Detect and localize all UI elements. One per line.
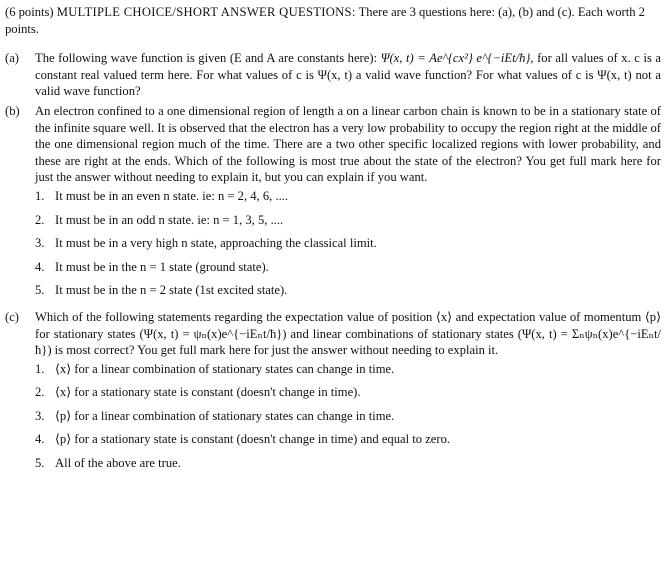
question-a-text-1: The following wave function is given (E and A are constants here): bbox=[35, 51, 381, 66]
question-a-label: (a) bbox=[5, 51, 19, 66]
option-c-2: 2. ⟨x⟩ for a stationary state is constant (doesn't change in time). bbox=[35, 385, 361, 400]
option-b-4: 4. It must be in the n = 1 state (ground state). bbox=[35, 259, 269, 274]
option-b-1: 1. It must be in an even n state. ie: n = 2, 4, 6, .... bbox=[35, 188, 289, 203]
intro-text: There are 3 questions here: (a), (b) and (c). Each worth 2 points. bbox=[5, 5, 645, 36]
question-a bbox=[5, 50, 661, 100]
question-c-options bbox=[35, 361, 661, 472]
question-a-text-2: for all values of x. c is a constant real valued term here. For what values of c is Ψ(x, t) a valid wave function? For what values of c is Ψ(x, t) not a valid wave function? bbox=[35, 51, 661, 99]
question-c-label: (c) bbox=[5, 309, 19, 324]
question-a-formula: Ψ(x, t) = Ae^{cx²} e^{−iEt/ħ}, bbox=[380, 51, 534, 66]
points-label: (6 points) bbox=[5, 5, 54, 19]
question-c bbox=[5, 309, 661, 479]
option-c-3: 3. ⟨p⟩ for a linear combination of stationary states can change in time. bbox=[35, 408, 395, 423]
question-b-label: (b) bbox=[5, 103, 20, 118]
question-b-options bbox=[35, 188, 661, 299]
section-title: MULTIPLE CHOICE/SHORT ANSWER QUESTIONS: bbox=[56, 5, 356, 19]
option-c-1: 1. ⟨x⟩ for a linear combination of stationary states can change in time. bbox=[35, 361, 395, 376]
question-b-text: An electron confined to a one dimensional region of length a on a linear carbon chain is known to be in a stationary state of the infinite square well. It is observed that the electron has a very low probability to occupy the region right at the middle of the one dimensional region much of the time. There are a two other specific localized regions with lower probability, and these are right at the ends. Which of the following is most true about the state of the electron? You get full mark here for just the answer without needing to explain it, but you can explain if you want. bbox=[35, 103, 661, 185]
header bbox=[5, 4, 661, 37]
question-b bbox=[5, 103, 661, 306]
option-b-3: 3. It must be in a very high n state, approaching the classical limit. bbox=[35, 236, 377, 251]
question-c-text: Which of the following statements regarding the expectation value of position ⟨x⟩ and expectation value of momentum ⟨p⟩ for stationary states (Ψ(x, t) = ψₙ(x)e^{−iEₙt/ħ}) and linear combinations of stationary states (Ψ(x, t) = Σₙψₙ(x)e^{−iEₙt/ħ}) is most correct? You get full mark here for just the answer without needing to explain it. bbox=[35, 309, 661, 358]
question-a-body bbox=[35, 50, 661, 100]
option-c-4: 4. ⟨p⟩ for a stationary state is constant (doesn't change in time) and equal to zero. bbox=[35, 432, 451, 447]
option-b-5: 5. It must be in the n = 2 state (1st excited state). bbox=[35, 283, 288, 298]
question-b-body bbox=[35, 103, 661, 306]
question-c-body bbox=[35, 309, 661, 479]
option-c-5: 5. All of the above are true. bbox=[35, 456, 181, 471]
option-b-2: 2. It must be in an odd n state. ie: n = 1, 3, 5, .... bbox=[35, 212, 284, 227]
